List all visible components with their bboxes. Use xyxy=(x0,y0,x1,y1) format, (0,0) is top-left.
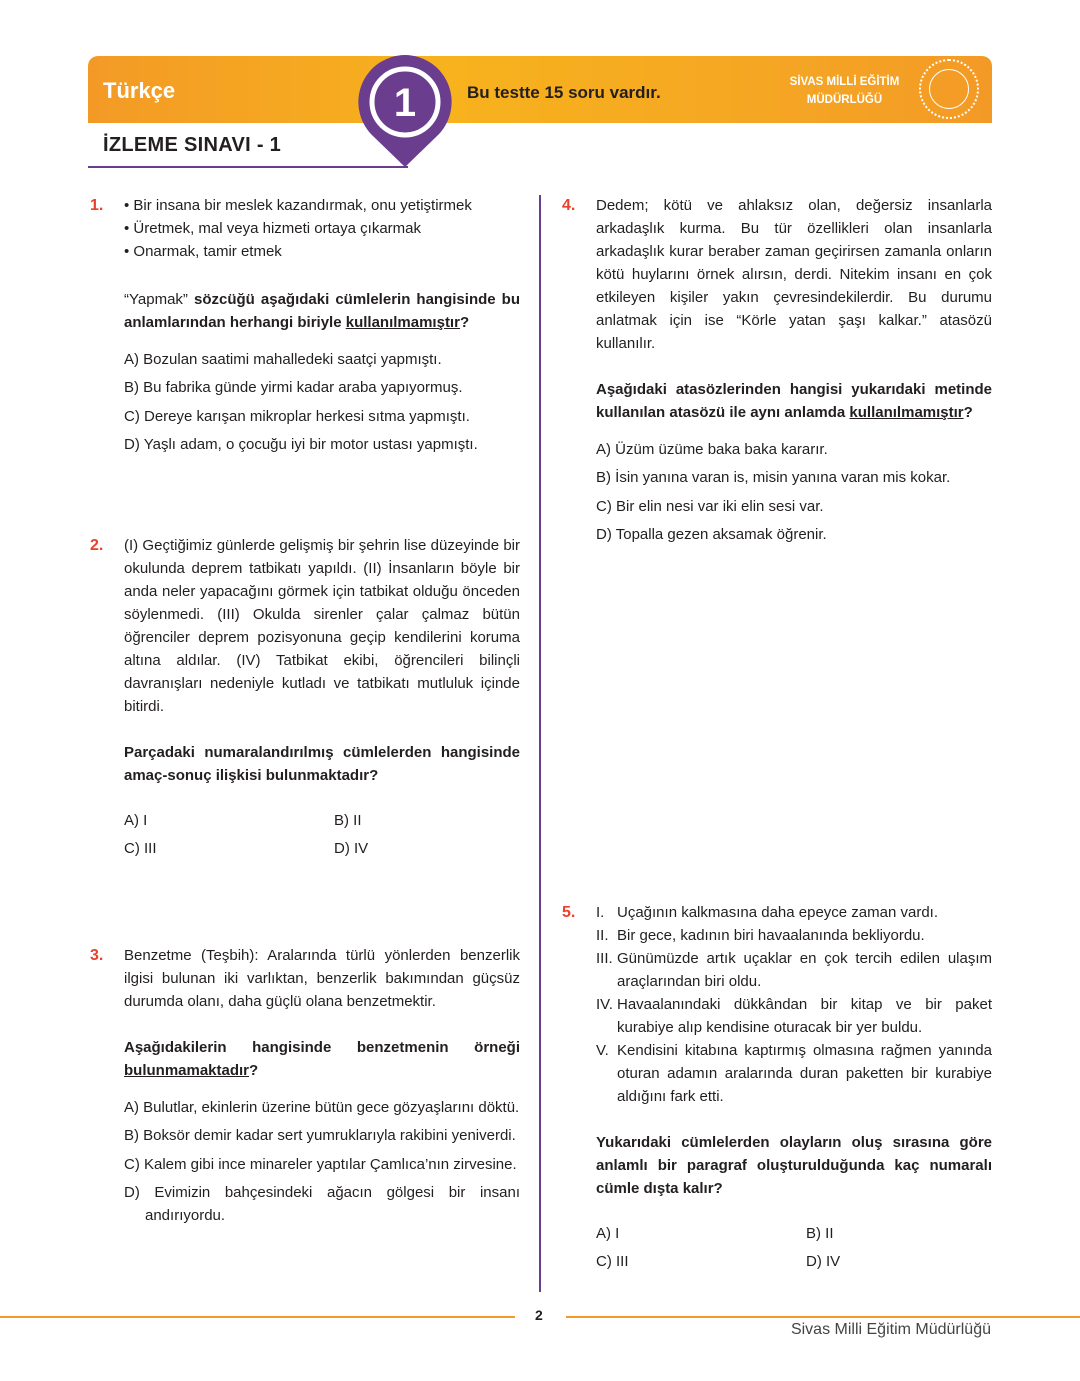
question-1 xyxy=(90,194,521,456)
test-number: 1 xyxy=(393,81,417,125)
question-passage: (I) Geçtiğimiz günlerde gelişmiş bir şehrin lise düzeyinde bir okulunda deprem tatbikatı yapıldı. (II) İnsanların böyle bir anda neler yapacağını görmek için tatbikat olduğu önceden söylenmedi. (III) Okulda sirenler çalar çalmaz bütün öğrenciler deprem pozisyonuna geçip kendilerini koruma altına aldılar. (IV) Tatbikat ekibi, öğrencileri bilinçli davranışları nedeniyle kutladı ve tatbikatı mutluluk içinde bitirdi. xyxy=(124,537,520,715)
sentence-text: Uçağının kalkmasına daha epeyce zaman vardı. xyxy=(617,904,939,921)
exam-title: İZLEME SINAVI - 1 xyxy=(103,134,282,156)
question-number: 1. xyxy=(90,197,104,214)
option-d[interactable]: D) IV xyxy=(806,1253,841,1270)
question-number: 5. xyxy=(562,904,576,921)
stem-part: ? xyxy=(963,404,973,421)
option-d[interactable]: D) Evimizin bahçesindeki ağacın gölgesi bir insanı andırıyordu. xyxy=(124,1184,520,1224)
bullet: • Bir insana bir meslek kazandırmak, onu yetiştirmek xyxy=(124,197,472,214)
question-passage: Dedem; kötü ve ahlaksız olan, değersiz insanlarla arkadaşlık kurma. Bu tür özellikleri olan insanlarla arkadaşlık kurar beraber zaman geçirirsen zamanla onların kötü huylarını örnek alırsın, derdi. Nitekim insanı en çok etkileyen kişiler yakın çevresindekilerdir. Bu durumu anlatmak için ise “Körle yatan şaşı kalkar.” atasözü kullanılır. xyxy=(596,197,992,352)
stem-emphasis: kullanılmamıştır xyxy=(345,314,460,331)
question-3 xyxy=(90,944,520,1227)
sentence xyxy=(596,924,992,947)
footer-line-left xyxy=(0,1316,515,1318)
question-number: 2. xyxy=(90,537,104,554)
option-d[interactable]: D) IV xyxy=(334,840,369,857)
question-4 xyxy=(562,194,992,546)
sentence-text: Bir gece, kadının biri havaalanında bekliyordu. xyxy=(617,927,925,944)
sentence-text: Havaalanındaki dükkândan bir kitap ve bir paket kurabiye alıp kendisine oturacak bir yer buldu. xyxy=(617,996,992,1036)
option-b[interactable]: B) Boksör demir kadar sert yumruklarıyla rakibini yeniverdi. xyxy=(124,1127,516,1144)
roman-numeral: II. xyxy=(596,927,609,944)
question-stem: Parçadaki numaralandırılmış cümlelerden hangisinde amaç-sonuç ilişkisi bulunmaktadır? xyxy=(124,744,520,784)
stem-part: Aşağıdaki atasözlerinden hangisi yukarıdaki metinde kullanılan atasözü ile aynı anlamda xyxy=(596,381,992,421)
footer-line-right xyxy=(566,1316,1080,1318)
option-d[interactable]: D) Topalla gezen aksamak öğrenir. xyxy=(596,526,827,543)
option-a[interactable]: A) I xyxy=(596,1225,620,1242)
option-d[interactable]: D) Yaşlı adam, o çocuğu iyi bir motor ustası yapmıştı. xyxy=(124,436,478,453)
column-divider xyxy=(539,195,541,1292)
question-stem: Yukarıdaki cümlelerden olayların oluş sırasına göre anlamlı bir paragraf oluşturulduğunda kaç numaralı cümle dışta kalır? xyxy=(596,1134,992,1197)
question-number: 4. xyxy=(562,197,576,214)
test-number-pin-icon xyxy=(356,53,454,169)
sentence xyxy=(596,947,992,993)
stem-part: ? xyxy=(459,314,470,331)
sentence xyxy=(596,1039,992,1108)
page-number: 2 xyxy=(535,1307,543,1323)
question-2 xyxy=(90,534,520,860)
sentence xyxy=(596,993,992,1039)
org-line2: MÜDÜRLÜĞÜ xyxy=(806,94,883,106)
option-c[interactable]: C) III xyxy=(124,840,157,857)
title-underline xyxy=(88,166,408,168)
option-c[interactable]: C) Kalem gibi ince minareler yaptılar Çamlıca’nın zirvesine. xyxy=(124,1155,517,1173)
option-b[interactable]: B) II xyxy=(334,812,362,829)
stem-part: ? xyxy=(249,1062,259,1079)
sentence-text: Günümüzde artık uçaklar en çok tercih edilen ulaşım araçlarından biri oldu. xyxy=(617,950,992,990)
option-c[interactable]: C) Dereye karışan mikroplar herkesi sıtma yapmıştı. xyxy=(124,407,470,425)
bullet: • Üretmek, mal veya hizmeti ortaya çıkarmak xyxy=(124,220,421,237)
option-b[interactable]: B) II xyxy=(806,1225,834,1242)
question-passage: Benzetme (Teşbih): Aralarında türlü yönlerden benzerlik ilgisi bulunan iki varlıktan, benzerlik bakımından güçsüz durumda olanı, daha güçlü olana benzetmektir. xyxy=(124,947,520,1010)
question-stem xyxy=(124,288,520,334)
roman-numeral: III. xyxy=(596,950,613,967)
stem-part: sözcüğü aşağıdaki cümlelerin hangisinde bu anlamlarından herhangi biriyle xyxy=(124,291,521,331)
stem-part: Aşağıdakilerin hangisinde benzetmenin örneği xyxy=(124,1039,520,1056)
bullet: • Onarmak, tamir etmek xyxy=(124,243,282,260)
question-stem xyxy=(124,1036,520,1082)
option-a[interactable]: A) Bulutlar, ekinlerin üzerine bütün gece gözyaşlarını döktü. xyxy=(124,1098,520,1116)
question-stem xyxy=(596,378,992,424)
option-c[interactable]: C) III xyxy=(596,1253,629,1270)
ministry-seal-icon xyxy=(919,59,979,119)
question-5 xyxy=(562,901,992,1273)
footer-text: Sivas Milli Eğitim Müdürlüğü xyxy=(790,1321,991,1338)
subject-title: Türkçe xyxy=(103,78,176,103)
org-name xyxy=(772,73,917,109)
option-a[interactable]: A) I xyxy=(124,812,148,829)
sentence-text: Kendisini kitabına kaptırmış olmasına rağmen yanında oturan adamın aralarında duran paketten bir kurabiye aldığını fark etti. xyxy=(617,1042,992,1105)
option-b[interactable]: B) İsin yanına varan is, misin yanına varan mis kokar. xyxy=(596,469,951,486)
roman-numeral: V. xyxy=(596,1042,609,1059)
org-line1: SİVAS MİLLİ EĞİTİM xyxy=(789,76,900,88)
option-a[interactable]: A) Üzüm üzüme baka baka kararır. xyxy=(596,440,828,458)
question-number: 3. xyxy=(90,947,104,964)
option-c[interactable]: C) Bir elin nesi var iki elin sesi var. xyxy=(596,497,824,515)
option-a[interactable]: A) Bozulan saatimi mahalledeki saatçi yapmıştı. xyxy=(124,350,442,368)
option-b[interactable]: B) Bu fabrika günde yirmi kadar araba yapıyormuş. xyxy=(124,379,463,396)
sentence xyxy=(596,901,992,924)
stem-part: “Yapmak” xyxy=(124,291,194,308)
stem-emphasis: kullanılmamıştır xyxy=(849,404,964,421)
stem-emphasis: bulunmamaktadır xyxy=(124,1062,250,1079)
question-count-info: Bu testte 15 soru vardır. xyxy=(467,83,661,102)
roman-numeral: I. xyxy=(596,904,605,921)
roman-numeral: IV. xyxy=(596,996,613,1013)
